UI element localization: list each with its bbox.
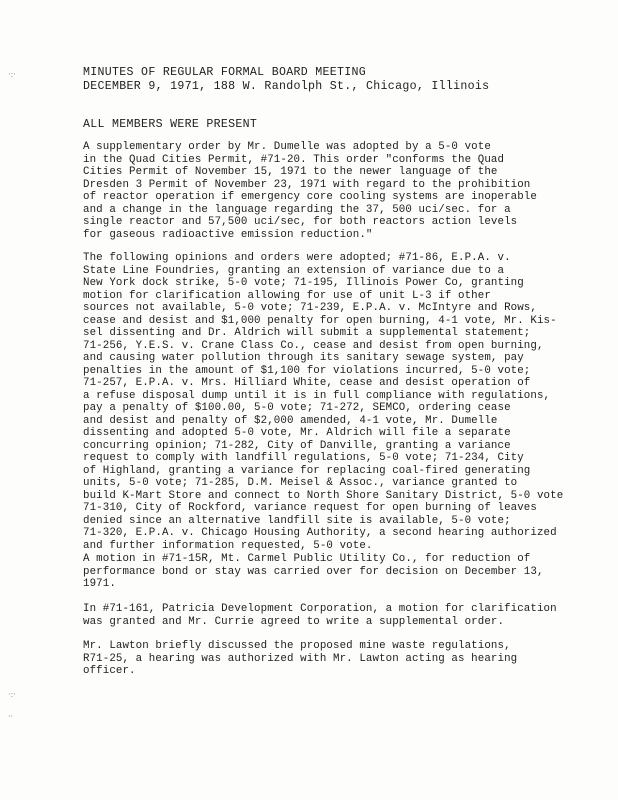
text-line: Cities Permit of November 15, 1971 to the newer language of the <box>83 166 498 178</box>
text-line: Mr. Lawton briefly discussed the proposed mine waste regulations, <box>83 640 511 652</box>
text-line: performance bond or stay was carried over for decision on December 13, <box>83 565 544 578</box>
text-line: was granted and Mr. Currie agreed to write a supplemental order. <box>83 615 505 628</box>
text-line: concurring opinion; 71-282, City of Danville, granting a variance <box>83 439 511 452</box>
text-line: sel dissenting and Dr. Aldrich will submit a supplemental statement; <box>83 327 531 339</box>
attendance-statement: ALL MEMBERS WERE PRESENT <box>83 118 258 131</box>
text-line: units, 5-0 vote; 71-285, D.M. Meisel & Assoc., variance granted to <box>83 477 518 489</box>
paragraph-mine-waste-regulations <box>83 640 608 678</box>
text-line: 71-257, E.P.A. v. Mrs. Hilliard White, cease and desist operation of <box>83 377 531 389</box>
paragraph-quad-cities <box>83 141 608 241</box>
text-line: 71-310, City of Rockford, variance request for open burning of leaves <box>83 502 537 514</box>
text-line: a refuse disposal dump until it is in full compliance with regulations, <box>83 389 551 402</box>
margin-mark: ·:· <box>8 70 16 79</box>
text-line: motion for clarification allowing for use of unit L-3 if other <box>83 289 491 302</box>
text-line: build K-Mart Store and connect to North Shore Sanitary District, 5-0 vote <box>83 489 564 502</box>
text-line: of reactor operation if emergency core cooling systems are inoperable <box>83 191 537 203</box>
text-line: R71-25, a hearing was authorized with Mr. Lawton acting as hearing <box>83 652 518 665</box>
text-line: 1971. <box>83 578 116 590</box>
text-line: sources not available, 5-0 vote; 71-239, E.P.A. v. McIntyre and Rows, <box>83 302 537 314</box>
text-line: denied since an alternative landfill site is available, 5-0 vote; <box>83 514 511 527</box>
margin-mark: ·· <box>8 712 14 721</box>
text-line: and causing water pollution through its sanitary sewage system, pay <box>83 352 524 364</box>
text-line: The following opinions and orders were adopted; #71-86, E.P.A. v. <box>83 252 511 264</box>
text-line: New York dock strike, 5-0 vote; 71-195, Illinois Power Co, granting <box>83 277 524 289</box>
text-line: 71-320, E.P.A. v. Chicago Housing Authority, a second hearing authorized <box>83 527 557 539</box>
text-line: dissenting and adopted 5-0 vote, Mr. Aldrich will file a separate <box>83 427 511 439</box>
text-line: officer. <box>83 665 136 677</box>
text-line: of Highland, granting a variance for replacing coal-fired generating <box>83 464 531 477</box>
text-line: for gaseous radioactive emission reduction." <box>83 228 373 241</box>
text-line: penalties in the amount of $1,100 for violations incurred, 5-0 vote; <box>83 364 531 377</box>
text-line: pay a penalty of $100.00, 5-0 vote; 71-272, SEMCO, ordering cease <box>83 402 511 414</box>
minutes-header <box>83 66 603 94</box>
text-line: A motion in #71-15R, Mt. Carmel Public Utility Co., for reduction of <box>83 553 531 565</box>
text-line: A supplementary order by Mr. Dumelle was adopted by a 5-0 vote <box>83 141 491 153</box>
text-line: 71-256, Y.E.S. v. Crane Class Co., cease and desist from open burning, <box>83 339 544 352</box>
paragraph-patricia-development <box>83 603 608 628</box>
text-line: and desist and penalty of $2,000 amended, 4-1 vote, Mr. Dumelle <box>83 414 498 427</box>
text-line: and further information requested, 5-0 vote. <box>83 539 373 552</box>
paragraph-opinions-orders <box>83 252 608 552</box>
text-line: cease and desist and $1,000 penalty for open burning, 4-1 vote, Mr. Kis- <box>83 314 557 327</box>
header-title: MINUTES OF REGULAR FORMAL BOARD MEETING <box>83 66 367 79</box>
header-date-location: DECEMBER 9, 1971, 188 W. Randolph St., Chicago, Illinois <box>83 80 490 93</box>
text-line: and a change in the language regarding the 37, 500 uci/sec. for a <box>83 203 511 216</box>
text-line: State Line Foundries, granting an extension of variance due to a <box>83 264 505 277</box>
text-line: Dresden 3 Permit of November 23, 1971 with regard to the prohibition <box>83 178 531 191</box>
paragraph-mt-carmel-motion <box>83 553 608 591</box>
text-line: single reactor and 57,500 uci/sec, for both reactors action levels <box>83 216 518 228</box>
text-line: request to comply with landfill regulations, 5-0 vote; 71-234, City <box>83 452 524 464</box>
text-line: In #71-161, Patricia Development Corporation, a motion for clarification <box>83 603 557 615</box>
text-line: in the Quad Cities Permit, #71-20. This order "conforms the Quad <box>83 153 505 166</box>
margin-mark: ·:· <box>8 690 16 699</box>
